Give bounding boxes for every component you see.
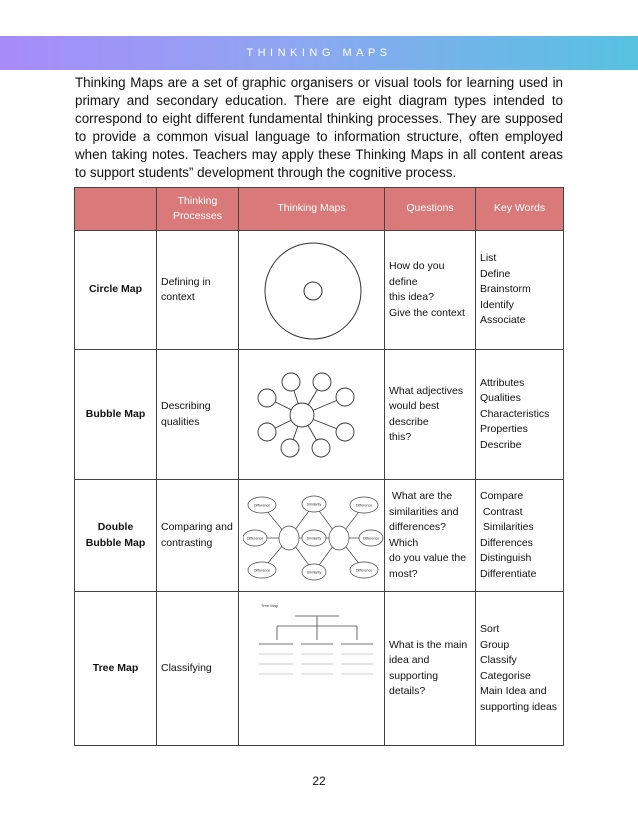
keywords-cell bbox=[476, 480, 564, 592]
keyword: Classify Categorise bbox=[480, 654, 531, 682]
question-line: this? bbox=[389, 431, 412, 443]
questions-cell bbox=[385, 231, 476, 350]
question-line: this idea? bbox=[389, 291, 434, 303]
keyword: Distinguish bbox=[480, 552, 532, 564]
question-line: would best describe bbox=[389, 400, 440, 428]
question-line: differences? Which bbox=[389, 521, 447, 549]
thinking-process: Describing qualities bbox=[157, 350, 239, 480]
question-line: Give the context bbox=[389, 306, 465, 319]
keyword: Properties bbox=[480, 423, 528, 436]
question-line: most? bbox=[389, 567, 418, 580]
keyword: Differences bbox=[480, 536, 533, 549]
question-line: details? bbox=[389, 685, 426, 697]
keyword: Differentiate bbox=[480, 567, 537, 580]
keyword: Similarities bbox=[480, 521, 534, 533]
keyword: Main Idea and bbox=[480, 685, 547, 697]
question-line: What is the main bbox=[389, 638, 468, 651]
thinking-process: Classifying bbox=[157, 592, 239, 746]
keyword: Define bbox=[480, 267, 511, 280]
question-line: do you value the bbox=[389, 552, 467, 564]
map-name: Tree Map bbox=[75, 592, 157, 746]
header-cell-keywords: Key Words bbox=[476, 188, 564, 231]
table-row bbox=[75, 350, 564, 480]
question-line: What are the bbox=[389, 490, 453, 502]
questions-cell bbox=[385, 480, 476, 592]
page-number: 22 bbox=[312, 774, 326, 788]
header-cell-name bbox=[75, 188, 157, 231]
difference-label: Difference bbox=[362, 536, 380, 540]
map-name: Double Bubble Map bbox=[75, 480, 157, 592]
header-cell-processes: Thinking Processes bbox=[157, 188, 239, 231]
similarity-label: Similarity bbox=[306, 536, 322, 540]
difference-label: Difference bbox=[253, 568, 271, 572]
keywords-cell bbox=[476, 592, 564, 746]
keywords-cell bbox=[476, 231, 564, 350]
keyword: Contrast bbox=[480, 505, 523, 518]
tree-map-diagram bbox=[239, 592, 385, 746]
table-row bbox=[75, 480, 564, 592]
keyword: Group bbox=[480, 638, 510, 651]
question-line: How do you define bbox=[389, 260, 445, 288]
table-row bbox=[75, 231, 564, 350]
keyword: Associate bbox=[480, 314, 526, 327]
map-name: Bubble Map bbox=[75, 350, 157, 480]
keyword: supporting ideas bbox=[480, 700, 558, 713]
section-banner bbox=[0, 36, 638, 70]
difference-label: Difference bbox=[355, 503, 373, 507]
thinking-maps-table bbox=[74, 187, 564, 746]
header-cell-maps: Thinking Maps bbox=[239, 188, 385, 231]
question-line: idea and supporting bbox=[389, 654, 439, 682]
keywords-cell bbox=[476, 350, 564, 480]
question-line: similarities and bbox=[389, 505, 459, 518]
tree-map-title: Tree Map bbox=[261, 603, 278, 608]
similarity-label: Similarity bbox=[306, 502, 322, 506]
table-header-row bbox=[75, 188, 564, 231]
keyword: Qualities bbox=[480, 392, 521, 405]
intro-paragraph: Thinking Maps are a set of graphic organisers or visual tools for learning used in primary and secondary education. There are eight diagram types intended to correspond to eight different fundamental thinking processes. They are supposed to provide a common visual language to information structure, often employed when taking notes. Teachers may apply these Thinking Maps in all content areas to support students” development through the cognitive process. bbox=[75, 75, 563, 180]
map-name: Circle Map bbox=[75, 231, 157, 350]
difference-label: Difference bbox=[355, 568, 373, 572]
table-row bbox=[75, 592, 564, 746]
difference-label: Difference bbox=[246, 536, 264, 540]
double-bubble-map-diagram bbox=[239, 480, 385, 592]
keyword: Brainstorm bbox=[480, 283, 531, 296]
questions-cell bbox=[385, 350, 476, 480]
bubble-map-diagram bbox=[239, 350, 385, 480]
section-title: THINKING MAPS bbox=[246, 47, 392, 59]
keyword: List bbox=[480, 252, 497, 265]
keyword: Characteristics bbox=[480, 407, 550, 420]
keyword: Compare bbox=[480, 490, 524, 502]
circle-map-diagram bbox=[239, 231, 385, 350]
similarity-label: Similarity bbox=[306, 570, 322, 574]
keyword: Attributes bbox=[480, 376, 525, 389]
keyword: Identify bbox=[480, 298, 514, 311]
keyword: Sort bbox=[480, 623, 500, 635]
difference-label: Difference bbox=[253, 503, 271, 507]
question-line: What adjectives bbox=[389, 384, 464, 397]
thinking-process: Comparing and contrasting bbox=[157, 480, 239, 592]
thinking-process: Defining in context bbox=[157, 231, 239, 350]
header-cell-questions: Questions bbox=[385, 188, 476, 231]
keyword: Describe bbox=[480, 438, 522, 451]
questions-cell bbox=[385, 592, 476, 746]
